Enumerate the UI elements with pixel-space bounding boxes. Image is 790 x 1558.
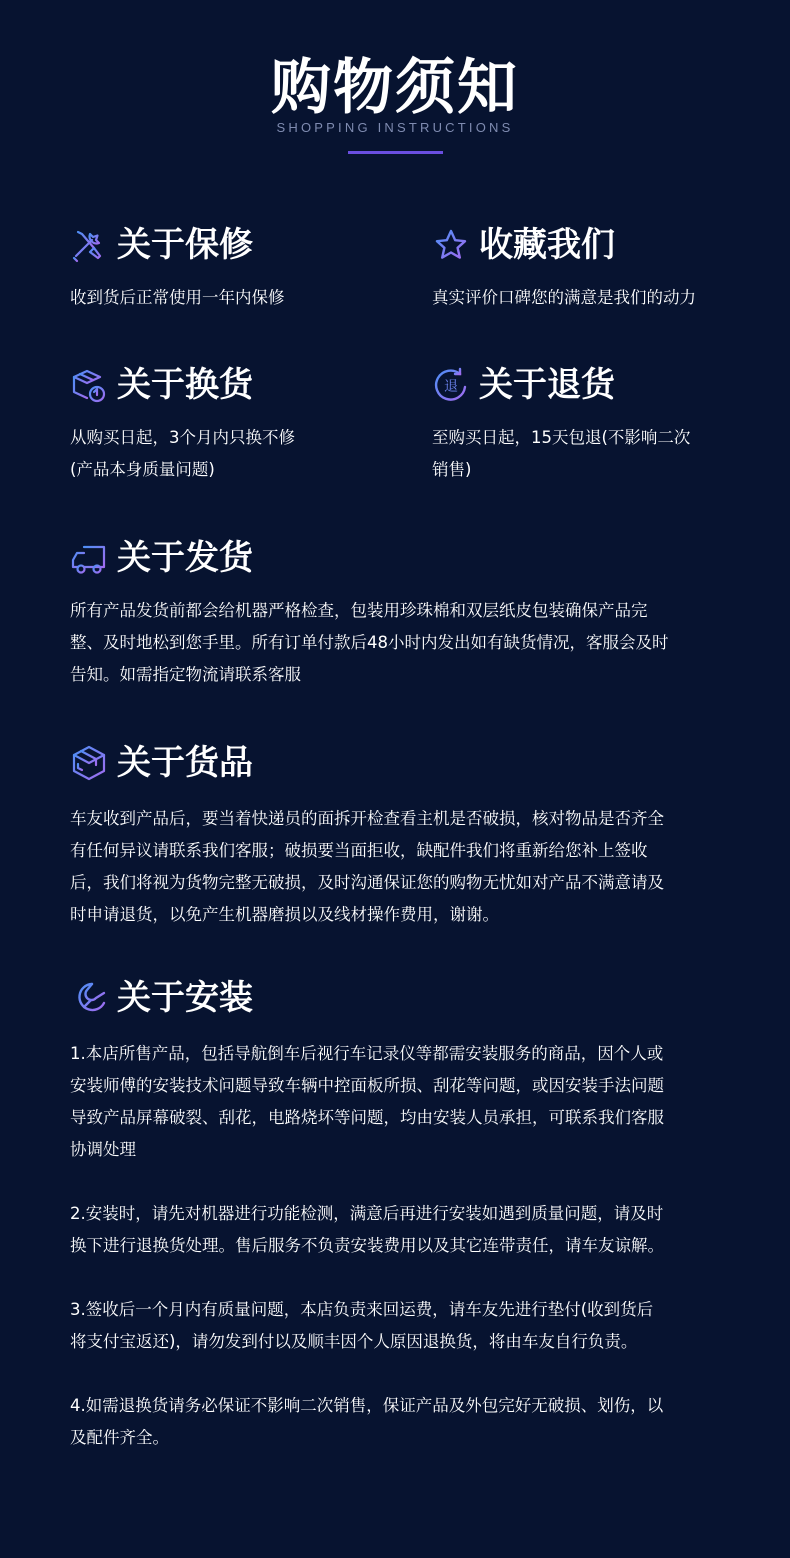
tools-icon [70, 226, 108, 264]
text-line: 3.签收后一个月内有质量问题，本店负责来回运费，请车友先进行垫付(收到货后 [70, 1300, 654, 1319]
section-text [70, 595, 730, 691]
section-heading [70, 738, 730, 788]
text-line: 整、及时地松到您手里。所有订单付款后48小时内发出如有缺货情况，客服会及时 [70, 633, 669, 652]
text-line: 2.安装时，请先对机器进行功能检测，满意后再进行安装如遇到质量问题，请及时 [70, 1204, 664, 1223]
wrench-icon [70, 979, 108, 1017]
text-line: 车友收到产品后，要当着快递员的面拆开检查看主机是否破损，核对物品是否齐全 [70, 809, 664, 828]
text-line: 1.本店所售产品，包括导航倒车后视行车记录仪等都需安装服务的商品，因个人或 [70, 1044, 664, 1063]
section-text: 真实评价口碑您的满意是我们的动力 [432, 288, 696, 307]
text-line: 后，我们将视为货物完整无破损，及时沟通保证您的购物无忧如对产品不满意请及 [70, 873, 664, 892]
text-line: 时申请退货，以免产生机器磨损以及线材操作费用，谢谢。 [70, 905, 499, 924]
text-line: 换下进行退换货处理。售后服务不负责安装费用以及其它连带责任，请车友谅解。 [70, 1236, 664, 1255]
box-exchange-icon [70, 366, 108, 404]
text-line: 销售) [432, 460, 472, 479]
title-underline [348, 151, 443, 154]
install-paragraph [70, 1198, 730, 1262]
section-return [432, 360, 762, 486]
text-line: 安装师傅的安装技术问题导致车辆中控面板所损、刮花等问题，或因安装手法问题 [70, 1076, 664, 1095]
text-line: 协调处理 [70, 1140, 136, 1159]
install-paragraph [70, 1038, 730, 1166]
truck-icon [70, 539, 108, 577]
section-heading [70, 360, 400, 410]
text-line: 导致产品屏幕破裂、刮花，电路烧坏等问题，均由安装人员承担，可联系我们客服 [70, 1108, 664, 1127]
section-text [70, 803, 730, 931]
section-title: 关于发货 [117, 538, 253, 578]
text-line: 至购买日起，15天包退(不影响二次 [432, 428, 691, 447]
section-warranty [70, 220, 400, 314]
return-circle-icon [432, 366, 470, 404]
section-text [70, 422, 400, 486]
section-goods [70, 738, 730, 931]
text-line: 4.如需退换货请务必保证不影响二次销售，保证产品及外包完好无破损、划伤，以 [70, 1396, 664, 1415]
section-heading [70, 973, 730, 1023]
section-heading [70, 220, 400, 270]
text-line: 从购买日起，3个月内只换不修 [70, 428, 295, 447]
section-title: 关于换货 [117, 365, 253, 405]
section-shipping [70, 533, 730, 691]
section-text [432, 422, 762, 486]
text-line: 有任何异议请联系我们客服；破损要当面拒收，缺配件我们将重新给您补上签收 [70, 841, 648, 860]
text-line: (产品本身质量问题) [70, 460, 215, 479]
package-icon [70, 744, 108, 782]
section-title: 关于安装 [117, 978, 253, 1018]
install-paragraph [70, 1294, 730, 1358]
section-title: 关于退货 [479, 365, 615, 405]
section-heading [70, 533, 730, 583]
section-favorite [432, 220, 762, 314]
section-title: 收藏我们 [479, 225, 615, 265]
page-header [0, 52, 790, 154]
install-paragraph [70, 1390, 730, 1454]
section-title: 关于保修 [117, 225, 253, 265]
section-install [70, 973, 730, 1454]
section-exchange [70, 360, 400, 486]
page-title: 购物须知 [271, 53, 519, 123]
section-heading [432, 360, 762, 410]
section-text: 收到货后正常使用一年内保修 [70, 288, 285, 307]
section-text [70, 1038, 730, 1454]
svg-text:退: 退 [444, 379, 458, 395]
text-line: 所有产品发货前都会给机器严格检查，包装用珍珠棉和双层纸皮包装确保产品完 [70, 601, 648, 620]
star-icon [432, 226, 470, 264]
section-title: 关于货品 [117, 743, 253, 783]
text-line: 告知。如需指定物流请联系客服 [70, 665, 301, 684]
text-line: 及配件齐全。 [70, 1428, 169, 1447]
section-heading [432, 220, 762, 270]
text-line: 将支付宝返还)，请勿发到付以及顺丰因个人原因退换货，将由车友自行负责。 [70, 1332, 638, 1351]
page-subtitle: SHOPPING INSTRUCTIONS [276, 120, 514, 135]
